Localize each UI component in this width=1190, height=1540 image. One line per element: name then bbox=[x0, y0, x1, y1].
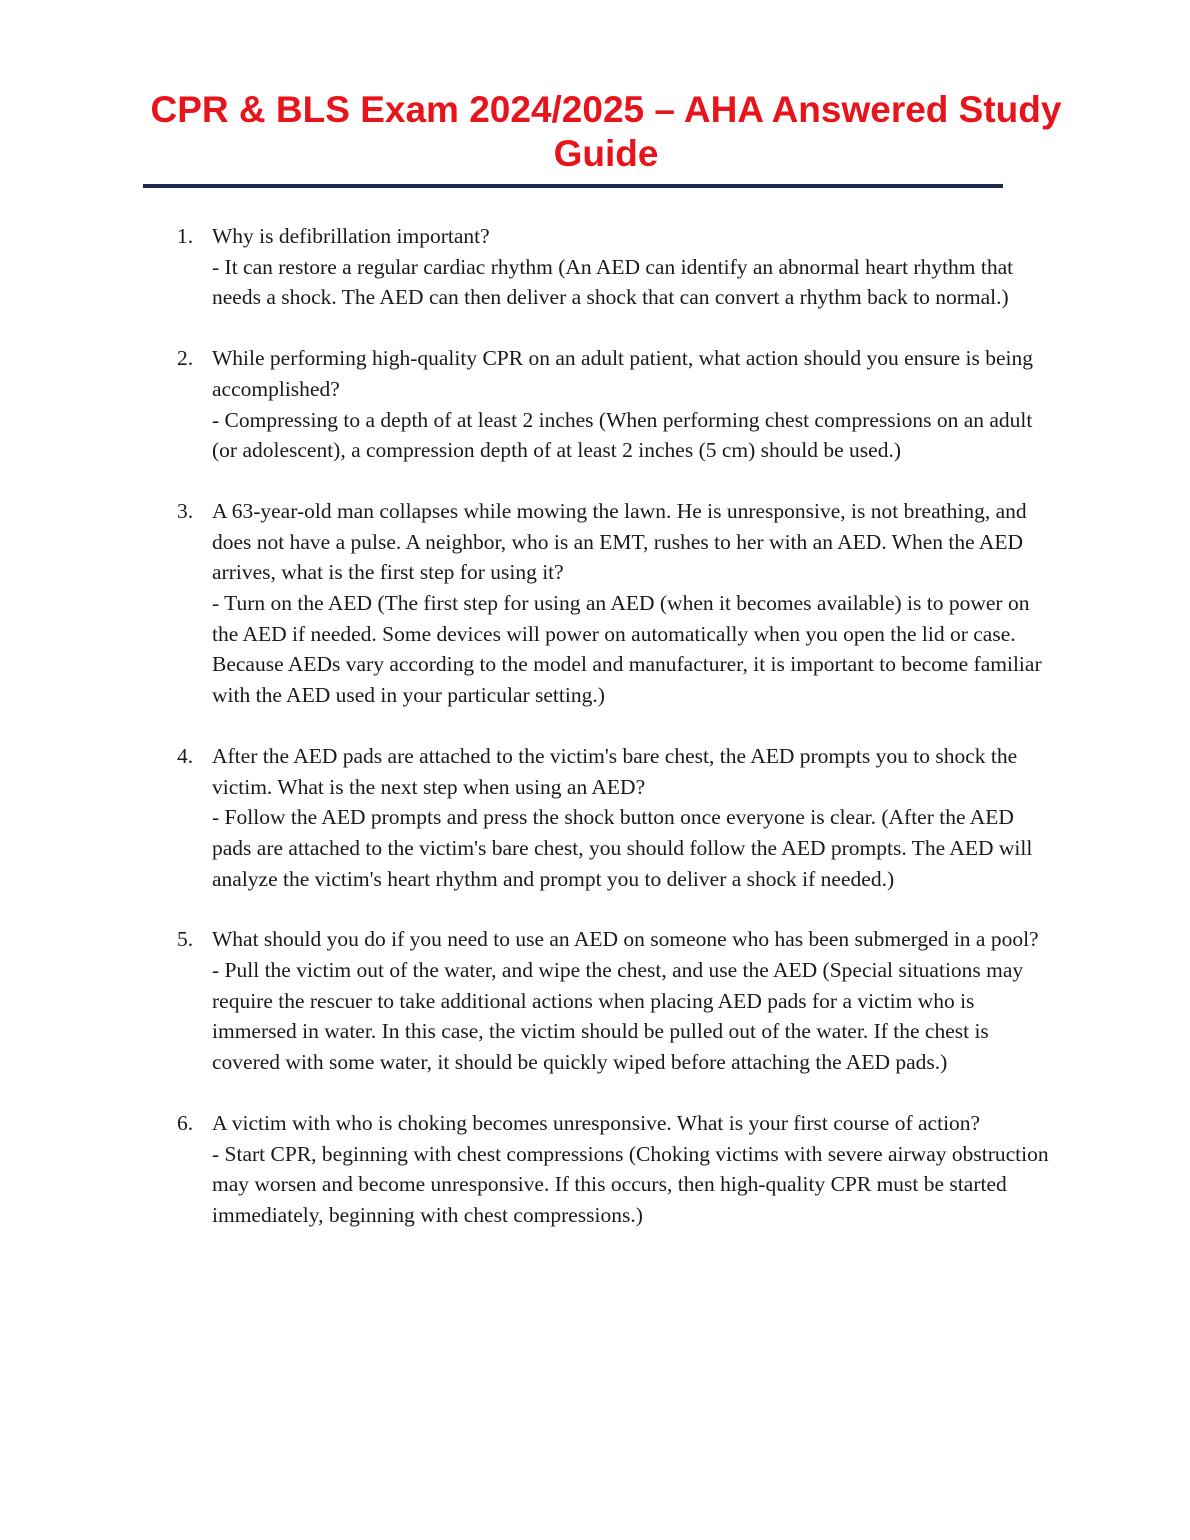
question-body bbox=[212, 343, 1054, 466]
answer-text: - Compressing to a depth of at least 2 inches (When performing chest compressions on an adult (or adolescent), a compression depth of at least 2 inches (5 cm) should be used.) bbox=[212, 407, 1033, 463]
answer-text: - It can restore a regular cardiac rhythm (An AED can identify an abnormal heart rhythm that needs a shock. The AED can then deliver a shock that can convert a rhythm back to normal.) bbox=[212, 254, 1014, 310]
document-title: CPR & BLS Exam 2024/2025 – AHA Answered Study Guide bbox=[150, 89, 1062, 174]
answer-text: - Pull the victim out of the water, and wipe the chest, and use the AED (Special situations may require the rescuer to take additional actions when placing AED pads for a victim who is immersed in water. In this case, the victim should be pulled out of the water. If the chest is covered with some water, it should be quickly wiped before attaching the AED pads.) bbox=[212, 958, 1024, 1075]
question-item bbox=[0, 221, 1190, 313]
title-divider bbox=[143, 184, 1003, 188]
question-number: 3. bbox=[177, 498, 194, 523]
question-body bbox=[212, 221, 1054, 313]
question-item bbox=[0, 343, 1190, 466]
answer-text: - Start CPR, beginning with chest compressions (Choking victims with severe airway obstruction may worsen and become unresponsive. If this occurs, then high-quality CPR must be started immediately, beginning with chest compressions.) bbox=[212, 1141, 1049, 1227]
question-number: 4. bbox=[177, 743, 194, 768]
question-item bbox=[0, 924, 1190, 1078]
question-text: After the AED pads are attached to the victim's bare chest, the AED prompts you to shock the victim. What is the next step when using an AED? bbox=[212, 743, 1018, 799]
question-item bbox=[0, 1108, 1190, 1231]
question-body bbox=[212, 1108, 1054, 1231]
question-text: While performing high-quality CPR on an adult patient, what action should you ensure is being accomplished? bbox=[212, 346, 1034, 401]
question-text: Why is defibrillation important? bbox=[212, 224, 490, 248]
question-item bbox=[0, 741, 1190, 895]
question-text: A victim with who is choking becomes unresponsive. What is your first course of action? bbox=[212, 1110, 981, 1135]
answer-text: - Turn on the AED (The first step for using an AED (when it becomes available) is to power on the AED if needed. Some devices will power on automatically when you open the lid or case. Because AEDs vary according to the model and manufacturer, it is important to become familiar with the AED used in your particular setting.) bbox=[212, 591, 1042, 708]
question-number: 2. bbox=[177, 346, 194, 371]
question-body bbox=[212, 496, 1054, 711]
question-list bbox=[0, 221, 1190, 1261]
question-text: A 63-year-old man collapses while mowing the lawn. He is unresponsive, is not breathing, and does not have a pulse. A neighbor, who is an EMT, rushes to her with an AED. When the AED arrives, what is the first step for using it? bbox=[212, 498, 1027, 585]
question-number: 5. bbox=[177, 927, 194, 952]
question-item bbox=[0, 496, 1190, 711]
answer-text: - Follow the AED prompts and press the shock button once everyone is clear. (After the AED pads are attached to the victim's bare chest, you should follow the AED prompts. The AED will analyze the victim's heart rhythm and prompt you to deliver a shock if needed.) bbox=[212, 805, 1033, 891]
question-body bbox=[212, 924, 1054, 1078]
question-body bbox=[212, 741, 1054, 895]
question-text: What should you do if you need to use an AED on someone who has been submerged in a pool? bbox=[212, 927, 1039, 952]
question-number: 6. bbox=[177, 1110, 194, 1135]
question-number: 1. bbox=[177, 224, 194, 248]
